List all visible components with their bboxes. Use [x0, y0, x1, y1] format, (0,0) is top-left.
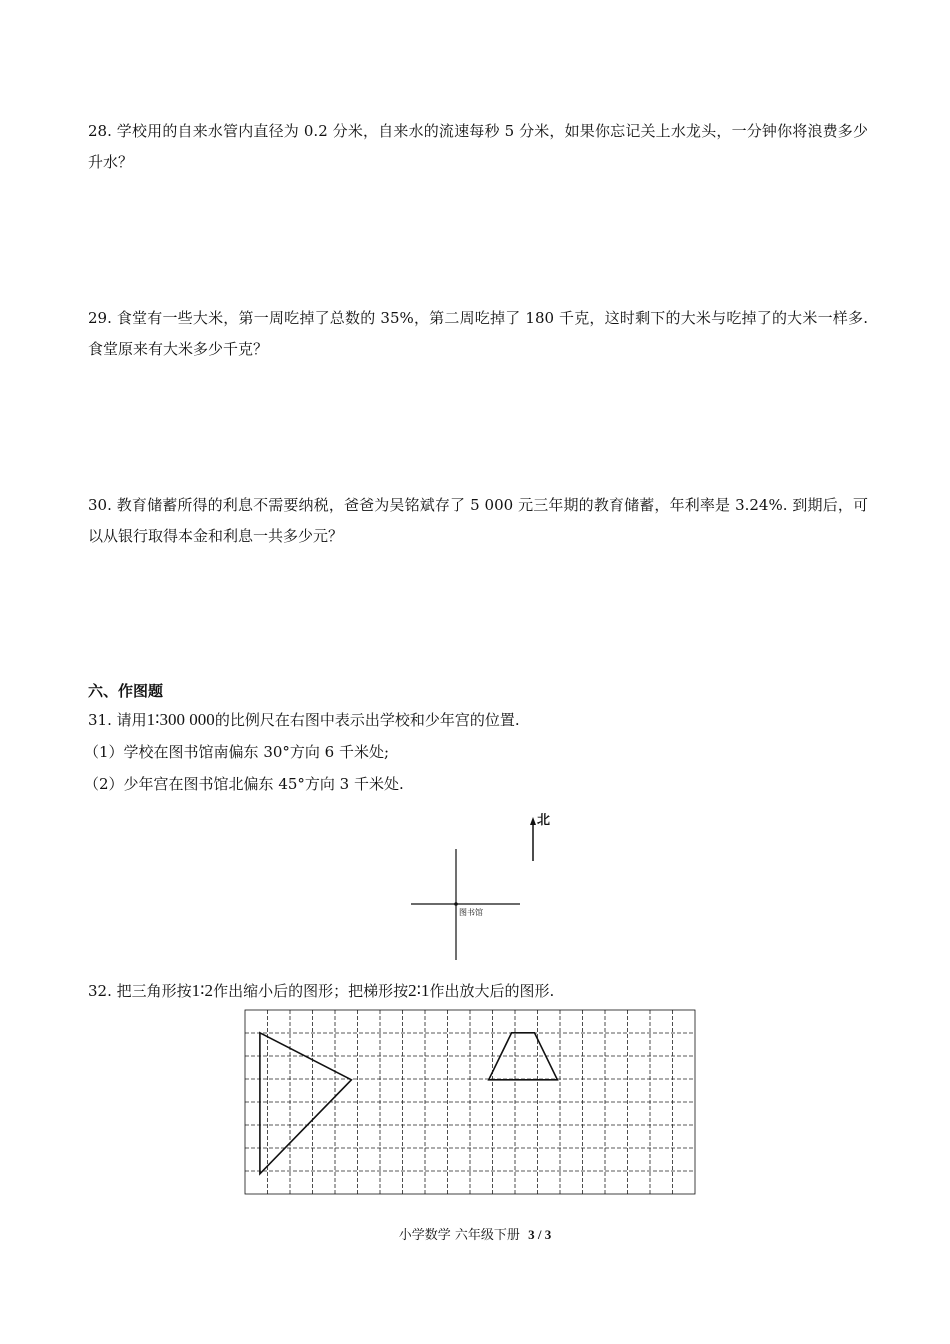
dashed-grid: [245, 1010, 695, 1194]
question-28: 28. 学校用的自来水管内直径为 0.2 分米，自来水的流速每秒 5 分米，如果你忘记关上水龙头，一分钟你将浪费多少升水？: [88, 122, 868, 171]
north-arrow-head: [530, 817, 536, 825]
q31-prefix: 31. 请用: [88, 711, 147, 729]
question-31: [88, 708, 520, 732]
section-title: 六、作图题: [88, 682, 164, 700]
page-number: 3 / 3: [528, 1227, 552, 1242]
q32-part-1: 32. 把三角形按: [88, 982, 192, 1000]
question-31-item-1: （1）学校在图书馆南偏东 30°方向 6 千米处;: [84, 743, 390, 761]
footer-subject: 小学数学 六年级下册: [398, 1228, 520, 1243]
question-31-item-2: （2）少年宫在图书馆北偏东 45°方向 3 千米处.: [84, 775, 404, 793]
question-30: 30. 教育储蓄所得的利息不需要纳税，爸爸为吴铭斌存了 5 000 元三年期的教育储蓄，年利率是 3.24%. 到期后，可以从银行取得本金和利息一共多少元？: [88, 496, 868, 545]
grid-figure: [240, 1005, 700, 1200]
north-label: 北: [537, 813, 551, 828]
triangle-shape: [260, 1033, 352, 1174]
q31-suffix: 的比例尺在右图中表示出学校和少年宫的位置.: [214, 711, 520, 729]
question-32: [88, 979, 554, 1003]
library-label: 图书馆: [459, 908, 483, 917]
q32-part-3: 作出放大后的图形.: [429, 982, 555, 1000]
q32-ratio-2: 2∶1: [408, 981, 430, 1000]
direction-figure: [400, 805, 570, 965]
page-footer: [0, 1225, 950, 1246]
library-point: [454, 902, 458, 906]
q32-ratio-1: 1∶2: [191, 981, 214, 1000]
question-29: 29. 食堂有一些大米，第一周吃掉了总数的 35%，第二周吃掉了 180 千克，这时剩下的大米与吃掉了的大米一样多. 食堂原来有大米多少千克？: [88, 309, 868, 358]
q31-ratio: 1∶300 000: [146, 710, 215, 729]
q32-part-2: 作出缩小后的图形；把梯形按: [213, 982, 409, 1000]
